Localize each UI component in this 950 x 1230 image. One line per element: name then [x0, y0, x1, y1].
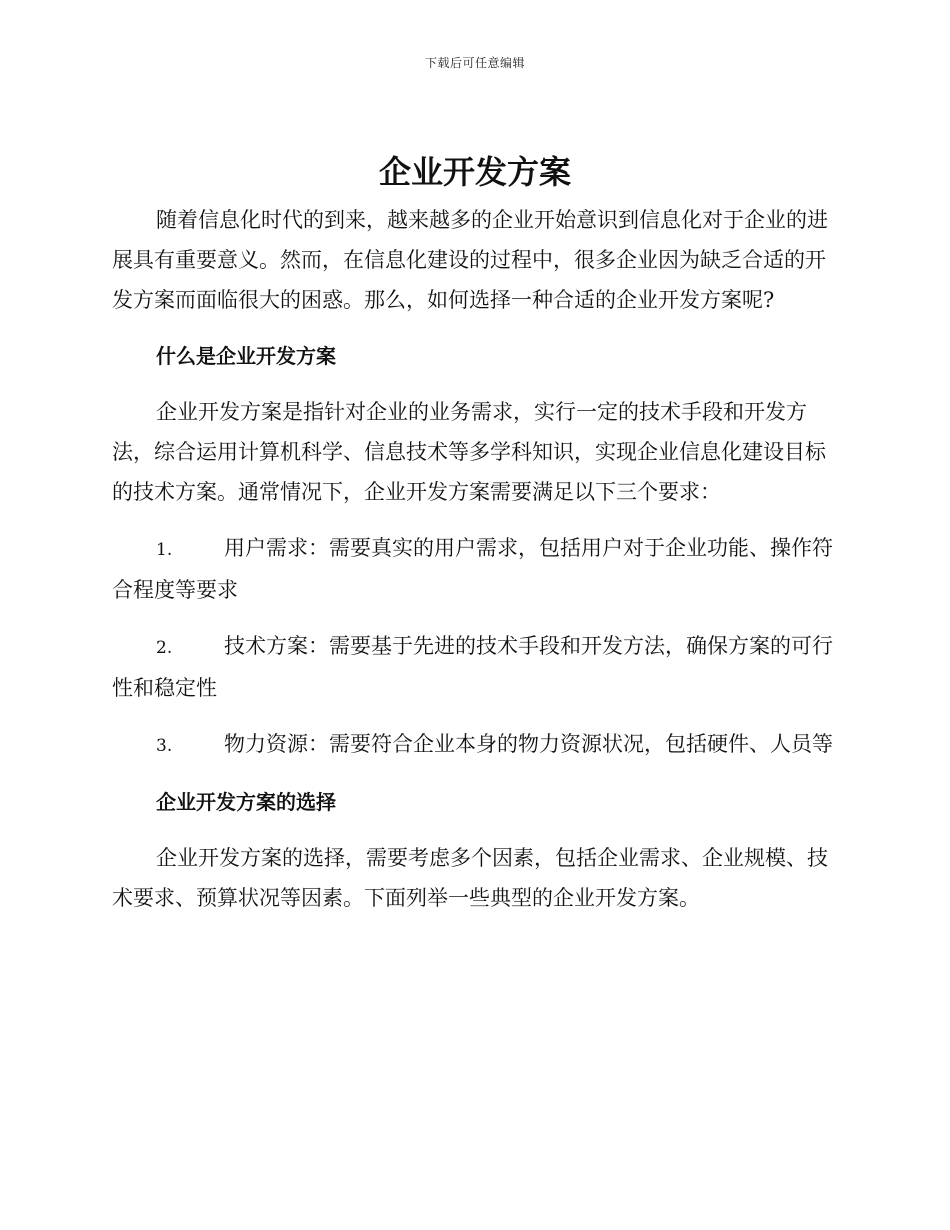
document-body [112, 200, 834, 918]
list-item-text: 用户需求：需要真实的用户需求，包括用户对于企业功能、操作符合程度等要求 [112, 536, 833, 602]
selection-paragraph: 企业开发方案的选择，需要考虑多个因素，包括企业需求、企业规模、技术要求、预算状况等因素。下面列举一些典型的企业开发方案。 [112, 846, 828, 910]
list-item-text: 物力资源：需要符合企业本身的物力资源状况，包括硬件、人员等 [224, 732, 833, 756]
list-item-text: 技术方案：需要基于先进的技术手段和开发方法，确保方案的可行性和稳定性 [112, 634, 833, 700]
list-number: 2. [156, 638, 173, 658]
section-heading-what-is: 什么是企业开发方案 [156, 344, 336, 368]
list-number: 3. [156, 736, 173, 756]
section-heading-selection: 企业开发方案的选择 [156, 790, 336, 814]
definition-paragraph: 企业开发方案是指针对企业的业务需求，实行一定的技术手段和开发方法，综合运用计算机科学、信息技术等多学科知识，实现企业信息化建设目标的技术方案。通常情况下，企业开发方案需要满足以下三个要求： [112, 400, 826, 504]
header-note: 下载后可任意编辑 [424, 56, 525, 70]
list-number: 1. [156, 540, 173, 560]
page-title: 企业开发方案 [378, 153, 571, 191]
requirement-item-2 [112, 626, 834, 708]
intro-paragraph: 随着信息化时代的到来，越来越多的企业开始意识到信息化对于企业的进展具有重要意义。然而，在信息化建设的过程中，很多企业因为缺乏合适的开发方案而面临很大的困惑。那么，如何选择一种合适的企业开发方案呢? [112, 208, 828, 312]
requirement-item-1 [112, 528, 834, 610]
requirement-item-3 [112, 724, 834, 766]
